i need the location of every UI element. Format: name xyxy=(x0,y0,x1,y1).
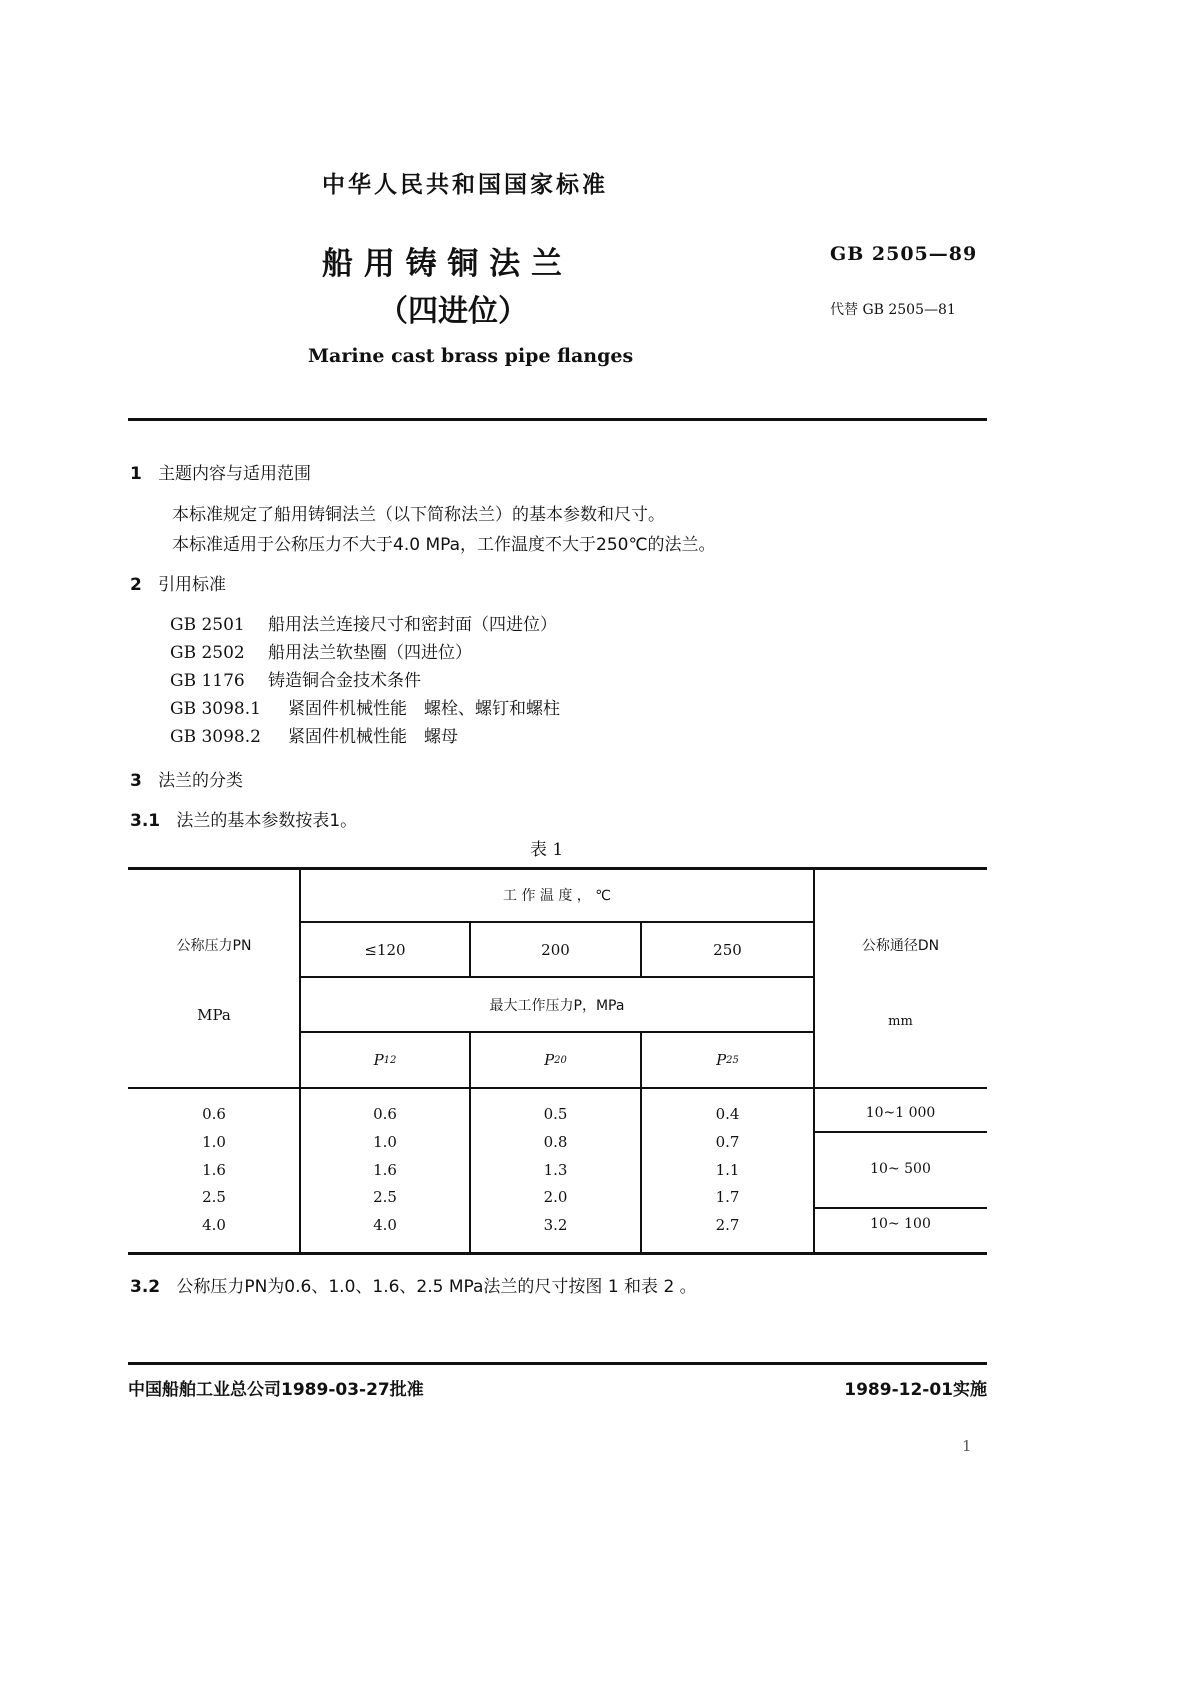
title-en: Marine cast brass pipe flanges xyxy=(308,345,634,367)
reference-item: GB 1176 铸造铜合金技术条件 xyxy=(170,671,421,691)
cell-pn: 1.0 xyxy=(202,1133,226,1151)
cell-pn: 2.5 xyxy=(202,1188,226,1206)
cell-p25: 0.4 xyxy=(715,1105,740,1123)
cell-p25: 0.7 xyxy=(715,1133,740,1151)
footer-divider xyxy=(128,1362,987,1365)
section-1-para-1: 本标准规定了船用铸铜法兰（以下简称法兰）的基本参数和尺寸。 xyxy=(172,505,665,525)
temperature-header: 工 作 温 度 ， ℃ xyxy=(503,888,611,904)
p25-header: P 25 xyxy=(716,1051,739,1069)
cell-p12: 0.6 xyxy=(373,1105,397,1123)
header-divider xyxy=(128,418,987,421)
cell-p25: 1.1 xyxy=(715,1161,740,1179)
temp-col-2: 200 xyxy=(541,940,570,959)
section-3-heading: 3 法兰的分类 xyxy=(130,771,244,791)
dn-header: 公称通径DN xyxy=(861,938,940,954)
cell-p12: 2.5 xyxy=(373,1188,397,1206)
cell-p20: 1.3 xyxy=(543,1161,568,1179)
section-3-2: 3.2 公称压力PN为0.6、1.0、1.6、2.5 MPa法兰的尺寸按图 1 和表 2 。 xyxy=(130,1277,697,1297)
approval-note: 中国船舶工业总公司1989-03-27批准 xyxy=(128,1380,424,1400)
cell-p20: 0.5 xyxy=(543,1105,568,1123)
cell-pn: 4.0 xyxy=(202,1216,226,1234)
p20-header: P 20 xyxy=(544,1051,567,1069)
reference-item: GB 2502 船用法兰软垫圈（四进位） xyxy=(170,643,472,663)
section-2-heading: 2 引用标准 xyxy=(130,575,227,595)
section-1-para-2: 本标准适用于公称压力不大于4.0 MPa，工作温度不大于250℃的法兰。 xyxy=(172,535,716,555)
cell-p25: 1.7 xyxy=(715,1188,740,1206)
effective-date: 1989-12-01实施 xyxy=(844,1380,987,1400)
p12-header: P 12 xyxy=(373,1051,397,1069)
cell-dn-range: 10~ 500 xyxy=(870,1161,931,1177)
cell-dn-range: 10~ 100 xyxy=(870,1216,931,1232)
cell-dn-range: 10~1 000 xyxy=(865,1105,936,1121)
cell-p20: 3.2 xyxy=(543,1216,568,1234)
national-standard-label: 中华人民共和国国家标准 xyxy=(322,172,608,198)
section-1-heading: 1 主题内容与适用范围 xyxy=(130,464,312,484)
cell-p25: 2.7 xyxy=(715,1216,740,1234)
replaces-note: 代替 GB 2505—81 xyxy=(830,302,956,318)
pn-unit: MPa xyxy=(197,1006,231,1024)
table-line xyxy=(814,1131,987,1133)
reference-item: GB 3098.1 紧固件机械性能 螺栓、螺钉和螺柱 xyxy=(170,699,560,719)
reference-item: GB 2501 船用法兰连接尺寸和密封面（四进位） xyxy=(170,615,557,635)
dn-unit: mm xyxy=(888,1013,913,1029)
cell-p12: 1.6 xyxy=(373,1161,397,1179)
cell-p20: 0.8 xyxy=(543,1133,568,1151)
reference-list xyxy=(170,611,560,751)
cell-pn: 0.6 xyxy=(202,1105,226,1123)
page-number: 1 xyxy=(962,1437,972,1455)
table-line xyxy=(814,1207,987,1209)
pn-header: 公称压力PN xyxy=(176,938,252,954)
subtitle-cn: （四进位） xyxy=(378,294,528,329)
temp-col-1: ≤120 xyxy=(364,940,406,959)
standard-number: GB 2505—89 xyxy=(830,243,978,265)
cell-p12: 1.0 xyxy=(373,1133,397,1151)
table-bottom-rule xyxy=(128,1252,987,1255)
cell-pn: 1.6 xyxy=(202,1161,226,1179)
reference-item: GB 3098.2 紧固件机械性能 螺母 xyxy=(170,727,458,747)
temp-col-3: 250 xyxy=(713,940,742,959)
title-cn: 船 用 铸 铜 法 兰 xyxy=(322,246,562,282)
cell-p20: 2.0 xyxy=(543,1188,568,1206)
max-pressure-header: 最大工作压力P，MPa xyxy=(489,997,625,1014)
section-3-1: 3.1 法兰的基本参数按表1。 xyxy=(130,811,358,831)
table-caption: 表 1 xyxy=(530,840,564,860)
cell-p12: 4.0 xyxy=(373,1216,397,1234)
